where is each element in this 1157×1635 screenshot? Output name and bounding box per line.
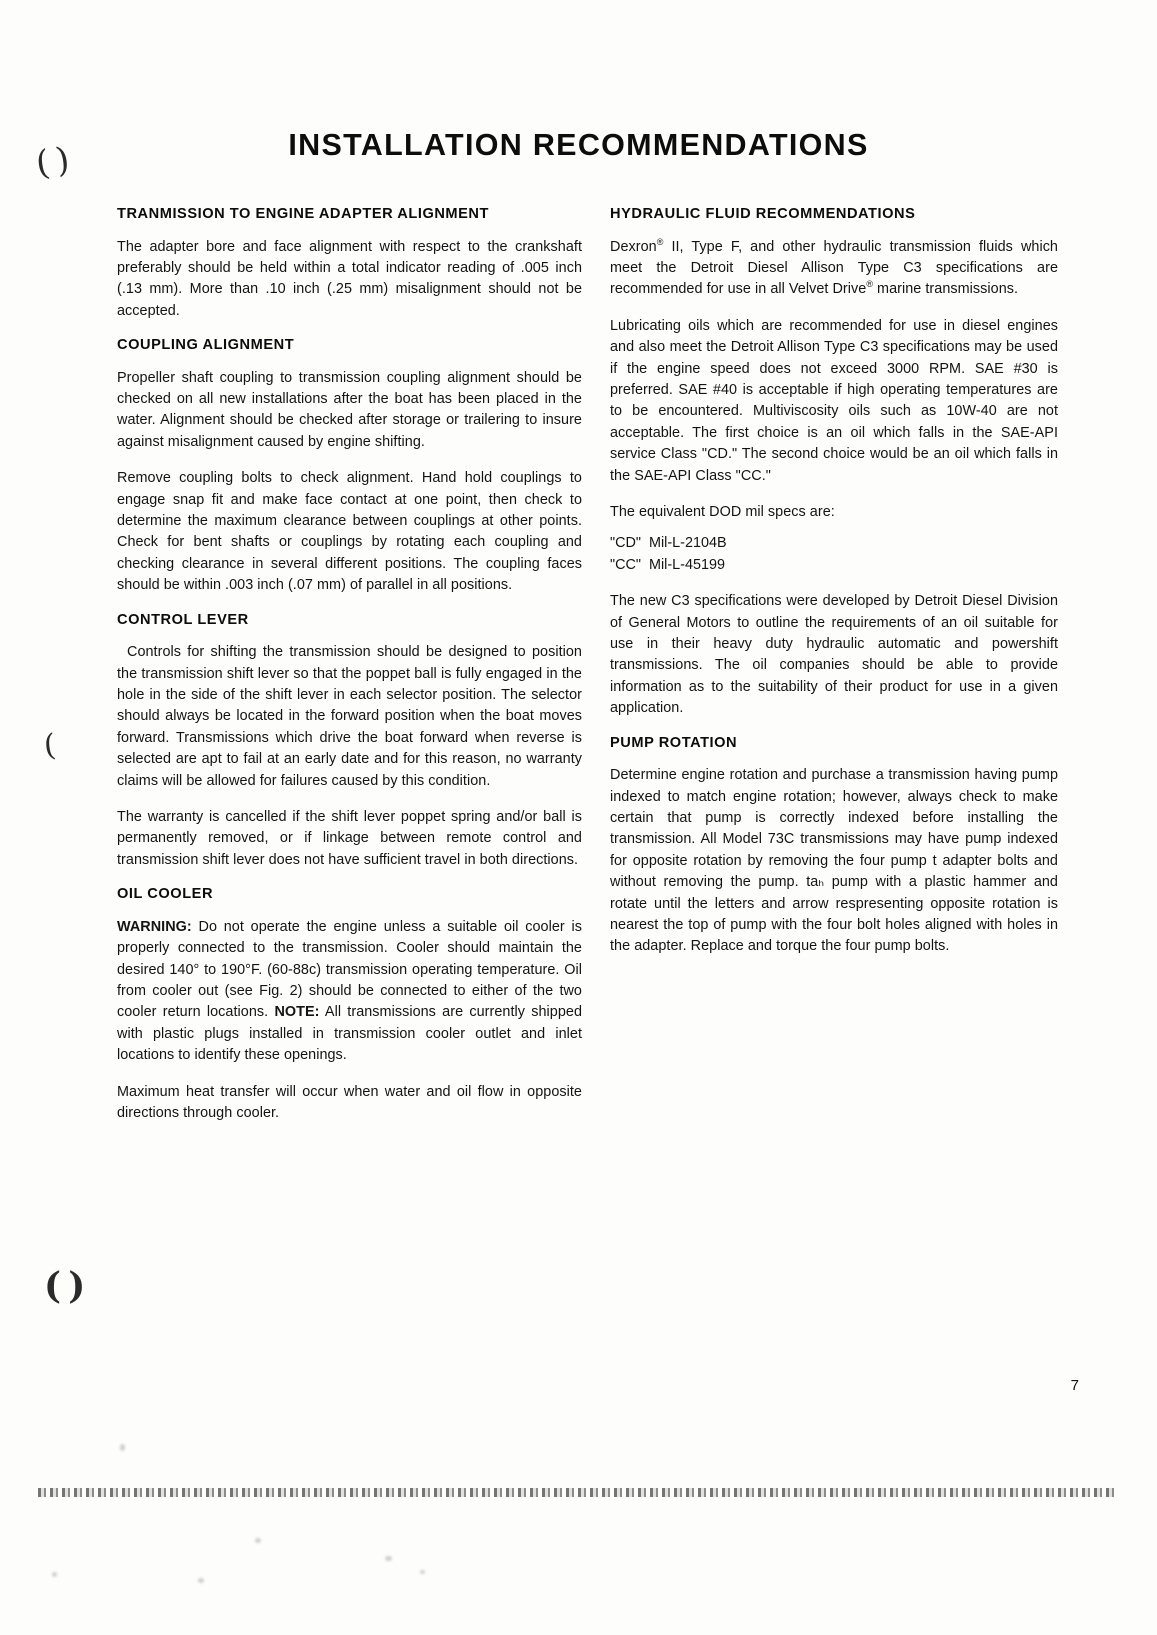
section-heading-pump-rotation: PUMP ROTATION bbox=[610, 734, 738, 751]
left-column bbox=[117, 206, 582, 1124]
scan-smudge-e bbox=[385, 1556, 392, 1561]
note-label: NOTE: bbox=[274, 1004, 320, 1021]
scan-smudge-f bbox=[420, 1570, 425, 1574]
section-heading-transmission-adapter-alignment: TRANMISSION TO ENGINE ADAPTER ALIGNMENT bbox=[117, 206, 489, 222]
scan-smudge-d bbox=[198, 1578, 204, 1583]
paragraph-coupling-alignment-1: Propeller shaft coupling to transmission coupling alignment should be checked on all new installations after the boat has been placed in the water. Alignment should be checked after storage or trailering to insure against misalignment caused by engine shifting. bbox=[117, 369, 582, 450]
paragraph-oil-cooler-warning bbox=[117, 917, 582, 1067]
binder-hole-mark-top: ( ) bbox=[33, 139, 72, 185]
right-column bbox=[610, 206, 1058, 958]
paragraph-lubricating-oils: Lubricating oils which are recommended for use in diesel engines and also meet the Detroit Allison Type C3 specifications may be used if the engine speed does not exceed 3000 RPM. SAE #30 is preferred. SAE #40 is acceptable if high operating temperatures are to be encountered. Multiviscosity oils such as 10W-40 are not acceptable. The first choice is an oil which falls in the SAE-API service Class "CD." The second choice would be an oil which falls in the SAE-API Class "CC." bbox=[610, 317, 1058, 484]
scan-smudge-a bbox=[120, 1444, 125, 1451]
mil-spec-line-cc: "CC" Mil-L-45199 bbox=[610, 556, 725, 573]
mil-spec-list bbox=[610, 533, 1058, 576]
binder-hole-mark-middle: ( bbox=[42, 727, 64, 764]
page-title: INSTALLATION RECOMMENDATIONS bbox=[288, 128, 869, 162]
section-heading-coupling-alignment: COUPLING ALIGNMENT bbox=[117, 337, 295, 354]
section-heading-hydraulic-fluid-recommendations: HYDRAULIC FLUID RECOMMENDATIONS bbox=[610, 206, 916, 222]
paragraph-oil-cooler-closing: Maximum heat transfer will occur when water and oil flow in opposite directions through cooler. bbox=[117, 1083, 582, 1121]
paragraph-control-lever-1: Controls for shifting the transmission should be designed to position the transmission shift lever so that the poppet ball is fully engaged in the hole in the side of the shift lever in each selector position. The selector should always be located in the forward position when the boat moves forward. Transmissions which drive the boat forward when reverse is selected are apt to fail at an early date and for this reason, no warranty claims will be allowed for failures caused by this condition. bbox=[117, 644, 582, 789]
brand-dexron: Dexron bbox=[610, 238, 657, 255]
paragraph-adapter-alignment: The adapter bore and face alignment with respect to the crankshaft preferably should be held within a total indicator reading of .005 inch (.13 mm). More than .10 inch (.25 mm) misalignment should not be accepted. bbox=[117, 238, 582, 319]
hydraulic-fluid-intro-post: marine transmissions. bbox=[873, 281, 1019, 298]
binder-hole-mark-bottom: ( ) bbox=[44, 1265, 86, 1307]
section-heading-control-lever: CONTROL LEVER bbox=[117, 611, 249, 628]
paragraph-c3-specifications: The new C3 specifications were developed by Detroit Diesel Division of General Motors to outline the requirements of an oil suitable for use in their heavy duty hydraulic automatic and powershift transmissions. The oil companies should be able to provide information as to the suitability of their product for use in a given application. bbox=[610, 593, 1058, 717]
scan-smudge-b bbox=[255, 1538, 261, 1543]
page-number: 7 bbox=[1070, 1377, 1079, 1394]
warning-text: Do not operate the engine unless a suitable oil cooler is properly connected to the transmission. Cooler should maintain the desired 140° to 190°F. (60-88c) transmission operating temperature. Oil from cooler out (see Fig. 2) should be connected to either of the two cooler return locations. bbox=[117, 918, 582, 1021]
paragraph-dod-mil-specs-intro: The equivalent DOD mil specs are: bbox=[610, 503, 835, 520]
registered-trademark-icon-2: ® bbox=[866, 279, 873, 290]
note-text: All transmissions are currently shipped with plastic plugs installed in transmission cooler outlet and inlet locations to identify these openings. bbox=[117, 1004, 583, 1064]
scan-streak-artifact bbox=[38, 1488, 1117, 1497]
paragraph-pump-rotation: Determine engine rotation and purchase a transmission having pump indexed to match engine rotation; however, always check to make certain that pump is correctly indexed before installing the transmission. All Model 73C transmissions may have pump indexed for opposite rotation by removing the four pump t adapter bolts and without removing the pump. taₕ pump with a plastic hammer and rotate until the letters and arrow respresenting opposite rotation is nearest the top of pump with the four bolt holes aligned with holes in the adapter. Replace and torque the four pump bolts. bbox=[610, 767, 1058, 955]
hydraulic-fluid-intro-mid: II, Type F, and other hydraulic transmission fluids which meet the Detroit Diesel Allison Type C3 specifications are recommended for use in all Velvet Drive bbox=[610, 238, 1058, 298]
warning-label: WARNING: bbox=[117, 918, 192, 935]
scan-smudge-c bbox=[52, 1572, 57, 1577]
mil-spec-line-cd: "CD" Mil-L-2104B bbox=[610, 535, 727, 552]
section-heading-oil-cooler: OIL COOLER bbox=[117, 886, 214, 903]
paragraph-hydraulic-fluid-intro bbox=[610, 237, 1058, 301]
paragraph-control-lever-2: The warranty is cancelled if the shift lever poppet spring and/or ball is permanently removed, or if linkage between remote control and transmission shift lever does not have sufficient travel in both directions. bbox=[117, 809, 582, 868]
paragraph-coupling-alignment-2: Remove coupling bolts to check alignment. Hand hold couplings to engage snap fit and make face contact at one point, then check to determine the maximum clearance between couplings at other points. Check for bent shafts or couplings by rotating each coupling and checking clearance in several different positions. The coupling faces should be within .003 inch (.07 mm) of parallel in all positions. bbox=[117, 470, 582, 594]
registered-trademark-icon: ® bbox=[656, 236, 664, 247]
